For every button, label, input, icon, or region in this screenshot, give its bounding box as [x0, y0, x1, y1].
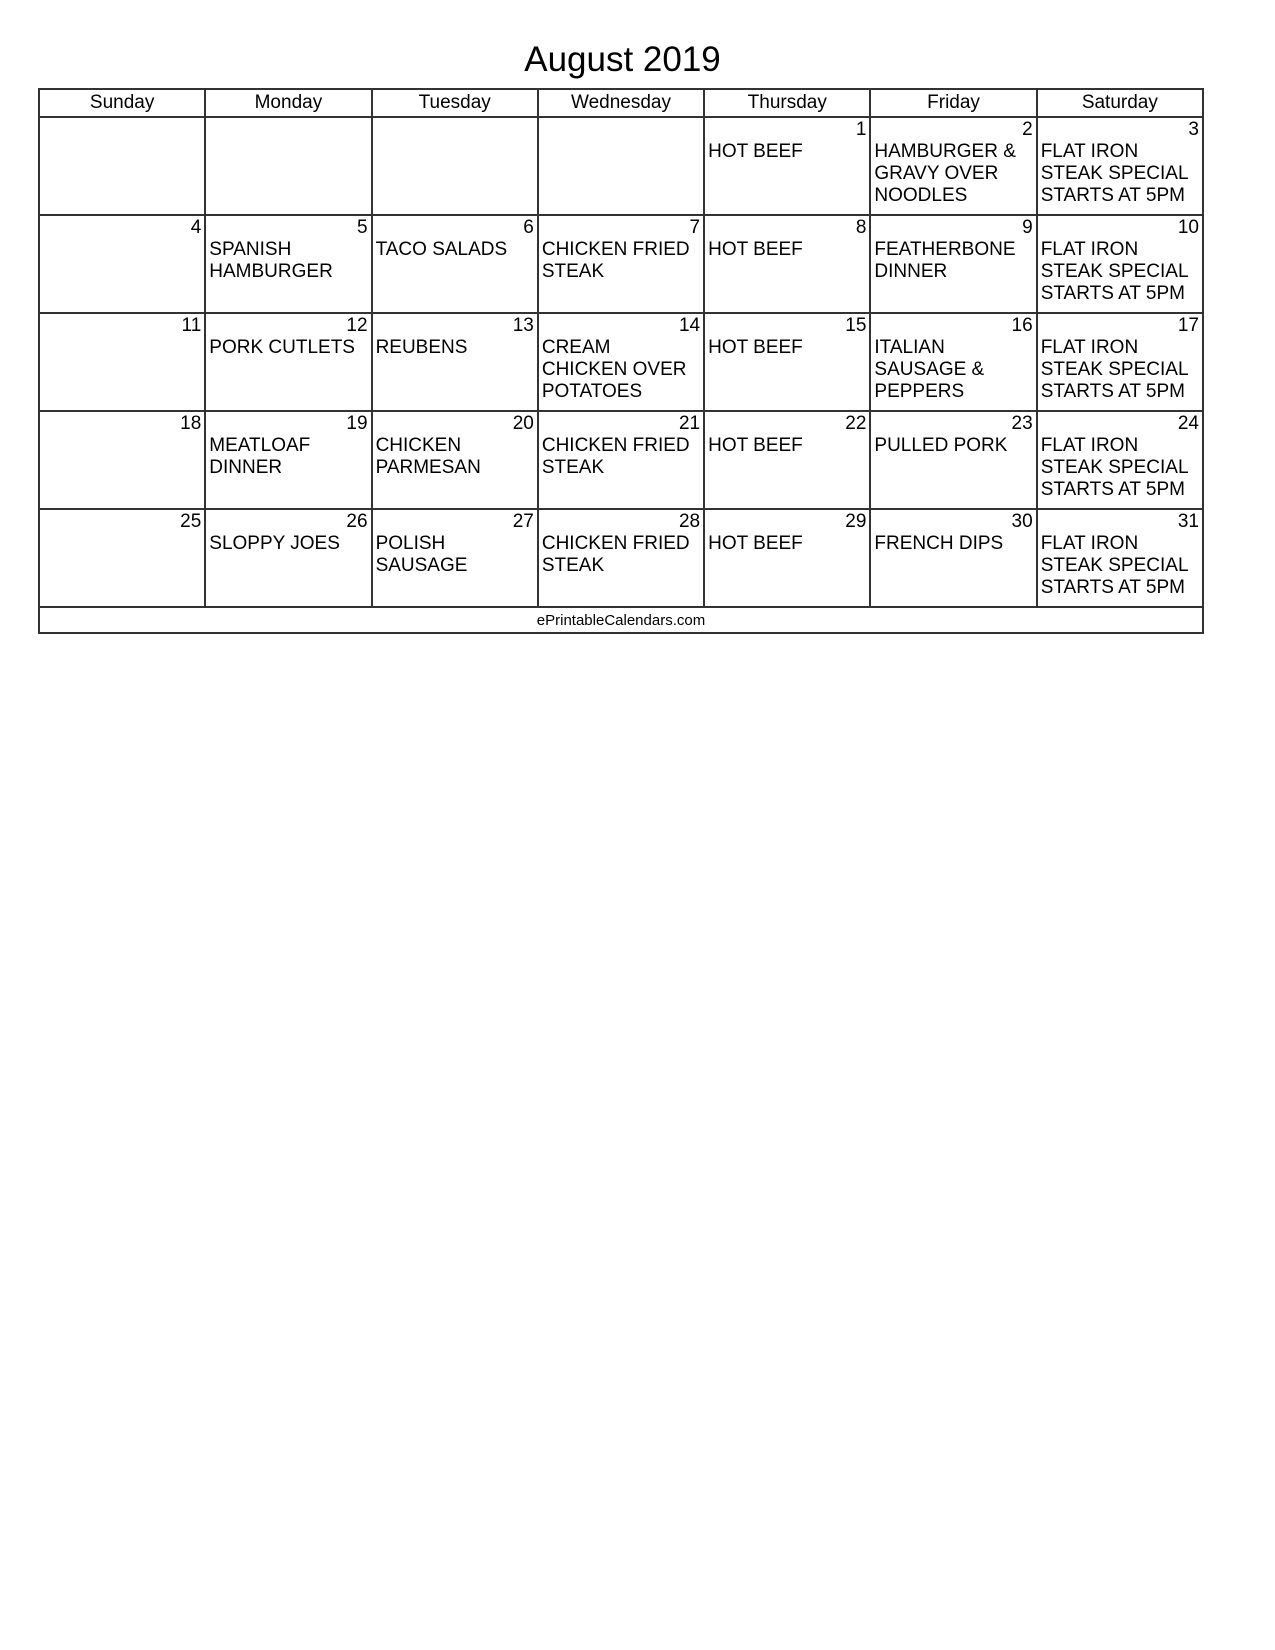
day-number: 6: [523, 217, 534, 238]
weekday-header: Sunday: [39, 89, 205, 117]
day-cell: [372, 509, 538, 607]
week-row: [39, 117, 1203, 215]
day-meal: HOT BEEF: [708, 141, 803, 162]
day-cell: [1037, 117, 1203, 215]
weekday-header: Wednesday: [538, 89, 704, 117]
day-number: 7: [689, 217, 701, 238]
day-number: 13: [512, 315, 534, 336]
day-meal: HOT BEEF: [708, 533, 803, 554]
day-meal: FLAT IRON STEAK SPECIAL STARTS AT 5PM: [1040, 435, 1188, 500]
calendar-grid: [38, 88, 1204, 634]
week-row: [39, 411, 1203, 509]
day-number: [373, 118, 537, 141]
day-cell: [205, 411, 371, 509]
day-cell: [704, 313, 870, 411]
day-number: 31: [1177, 511, 1199, 532]
day-number: 12: [346, 315, 368, 336]
day-meal: MEATLOAF DINNER: [209, 435, 311, 478]
day-meal: HOT BEEF: [708, 337, 803, 358]
week-row: [39, 215, 1203, 313]
day-meal: TACO SALADS: [375, 239, 508, 260]
day-cell: [372, 215, 538, 313]
day-number: 24: [1177, 413, 1199, 434]
day-number: 8: [855, 217, 867, 238]
day-cell: [538, 313, 704, 411]
weekday-header-row: [39, 89, 1203, 117]
day-number: 3: [1188, 119, 1199, 140]
day-number: 4: [190, 217, 202, 238]
day-cell: [205, 313, 371, 411]
day-cell: [39, 509, 205, 607]
day-number: 16: [1011, 315, 1033, 336]
day-cell: [1037, 509, 1203, 607]
day-meal: FLAT IRON STEAK SPECIAL STARTS AT 5PM: [1040, 337, 1188, 402]
day-number: 1: [855, 119, 867, 140]
day-number: 2: [1022, 119, 1033, 140]
day-number: [206, 118, 370, 141]
day-meal: CHICKEN FRIED STEAK: [541, 435, 690, 478]
day-meal: PULLED PORK: [874, 435, 1008, 456]
day-number: 15: [845, 315, 867, 336]
day-meal: HAMBURGER & GRAVY OVER NOODLES: [874, 141, 1016, 206]
week-row: [39, 509, 1203, 607]
day-meal: FRENCH DIPS: [874, 533, 1004, 554]
day-number: 17: [1177, 315, 1199, 336]
day-number: 27: [512, 511, 534, 532]
day-meal: CREAM CHICKEN OVER POTATOES: [541, 337, 687, 402]
day-number: 5: [356, 217, 368, 238]
day-cell: [538, 215, 704, 313]
calendar-footer: ePrintableCalendars.com: [39, 607, 1203, 633]
day-cell: [870, 313, 1036, 411]
weekday-header: Tuesday: [372, 89, 538, 117]
day-meal: SPANISH HAMBURGER: [209, 239, 333, 282]
day-meal: FLAT IRON STEAK SPECIAL STARTS AT 5PM: [1040, 533, 1188, 598]
day-number: [539, 118, 703, 141]
day-cell: [39, 313, 205, 411]
day-cell: [704, 411, 870, 509]
day-meal: HOT BEEF: [708, 435, 803, 456]
week-row: [39, 313, 1203, 411]
day-cell: [39, 411, 205, 509]
day-number: 22: [845, 413, 867, 434]
day-number: 14: [678, 315, 701, 336]
day-number: 10: [1177, 217, 1199, 238]
day-number: 23: [1011, 413, 1033, 434]
day-cell: [704, 509, 870, 607]
day-cell: [1037, 411, 1203, 509]
day-cell: [870, 117, 1036, 215]
day-number: [40, 118, 204, 141]
day-number: 26: [346, 511, 368, 532]
day-meal: SLOPPY JOES: [209, 533, 340, 554]
day-number: 28: [678, 511, 701, 532]
day-meal: FEATHERBONE DINNER: [874, 239, 1016, 282]
day-cell: [538, 509, 704, 607]
day-cell: [538, 117, 704, 215]
day-cell: [205, 117, 371, 215]
day-cell: [704, 215, 870, 313]
weekday-header: Thursday: [704, 89, 870, 117]
weekday-header: Friday: [870, 89, 1036, 117]
calendar-body: [39, 117, 1203, 607]
day-cell: [870, 509, 1036, 607]
day-meal: HOT BEEF: [708, 239, 803, 260]
day-number: 18: [180, 413, 202, 434]
day-cell: [372, 411, 538, 509]
day-meal: POLISH SAUSAGE: [375, 533, 468, 576]
day-cell: [372, 117, 538, 215]
day-meal: CHICKEN FRIED STEAK: [541, 533, 690, 576]
day-cell: [704, 117, 870, 215]
day-cell: [205, 509, 371, 607]
day-cell: [372, 313, 538, 411]
day-meal: REUBENS: [375, 337, 468, 358]
day-meal: FLAT IRON STEAK SPECIAL STARTS AT 5PM: [1040, 239, 1188, 304]
day-number: 30: [1011, 511, 1033, 532]
day-meal: CHICKEN PARMESAN: [375, 435, 481, 478]
day-number: 19: [346, 413, 368, 434]
day-cell: [870, 411, 1036, 509]
day-cell: [205, 215, 371, 313]
weekday-header: Saturday: [1037, 89, 1203, 117]
day-cell: [1037, 215, 1203, 313]
day-cell: [39, 215, 205, 313]
day-meal: CHICKEN FRIED STEAK: [541, 239, 690, 282]
day-meal: ITALIAN SAUSAGE & PEPPERS: [874, 337, 985, 402]
day-cell: [1037, 313, 1203, 411]
day-number: 11: [181, 315, 202, 336]
calendar-title: August 2019: [524, 40, 721, 79]
day-number: 29: [845, 511, 867, 532]
day-number: 20: [512, 413, 534, 434]
day-number: 21: [678, 413, 701, 434]
weekday-header: Monday: [205, 89, 371, 117]
day-meal: PORK CUTLETS: [209, 337, 355, 358]
day-cell: [870, 215, 1036, 313]
day-cell: [538, 411, 704, 509]
day-number: 25: [180, 511, 202, 532]
day-number: 9: [1022, 217, 1033, 238]
day-meal: FLAT IRON STEAK SPECIAL STARTS AT 5PM: [1040, 141, 1188, 206]
day-cell: [39, 117, 205, 215]
